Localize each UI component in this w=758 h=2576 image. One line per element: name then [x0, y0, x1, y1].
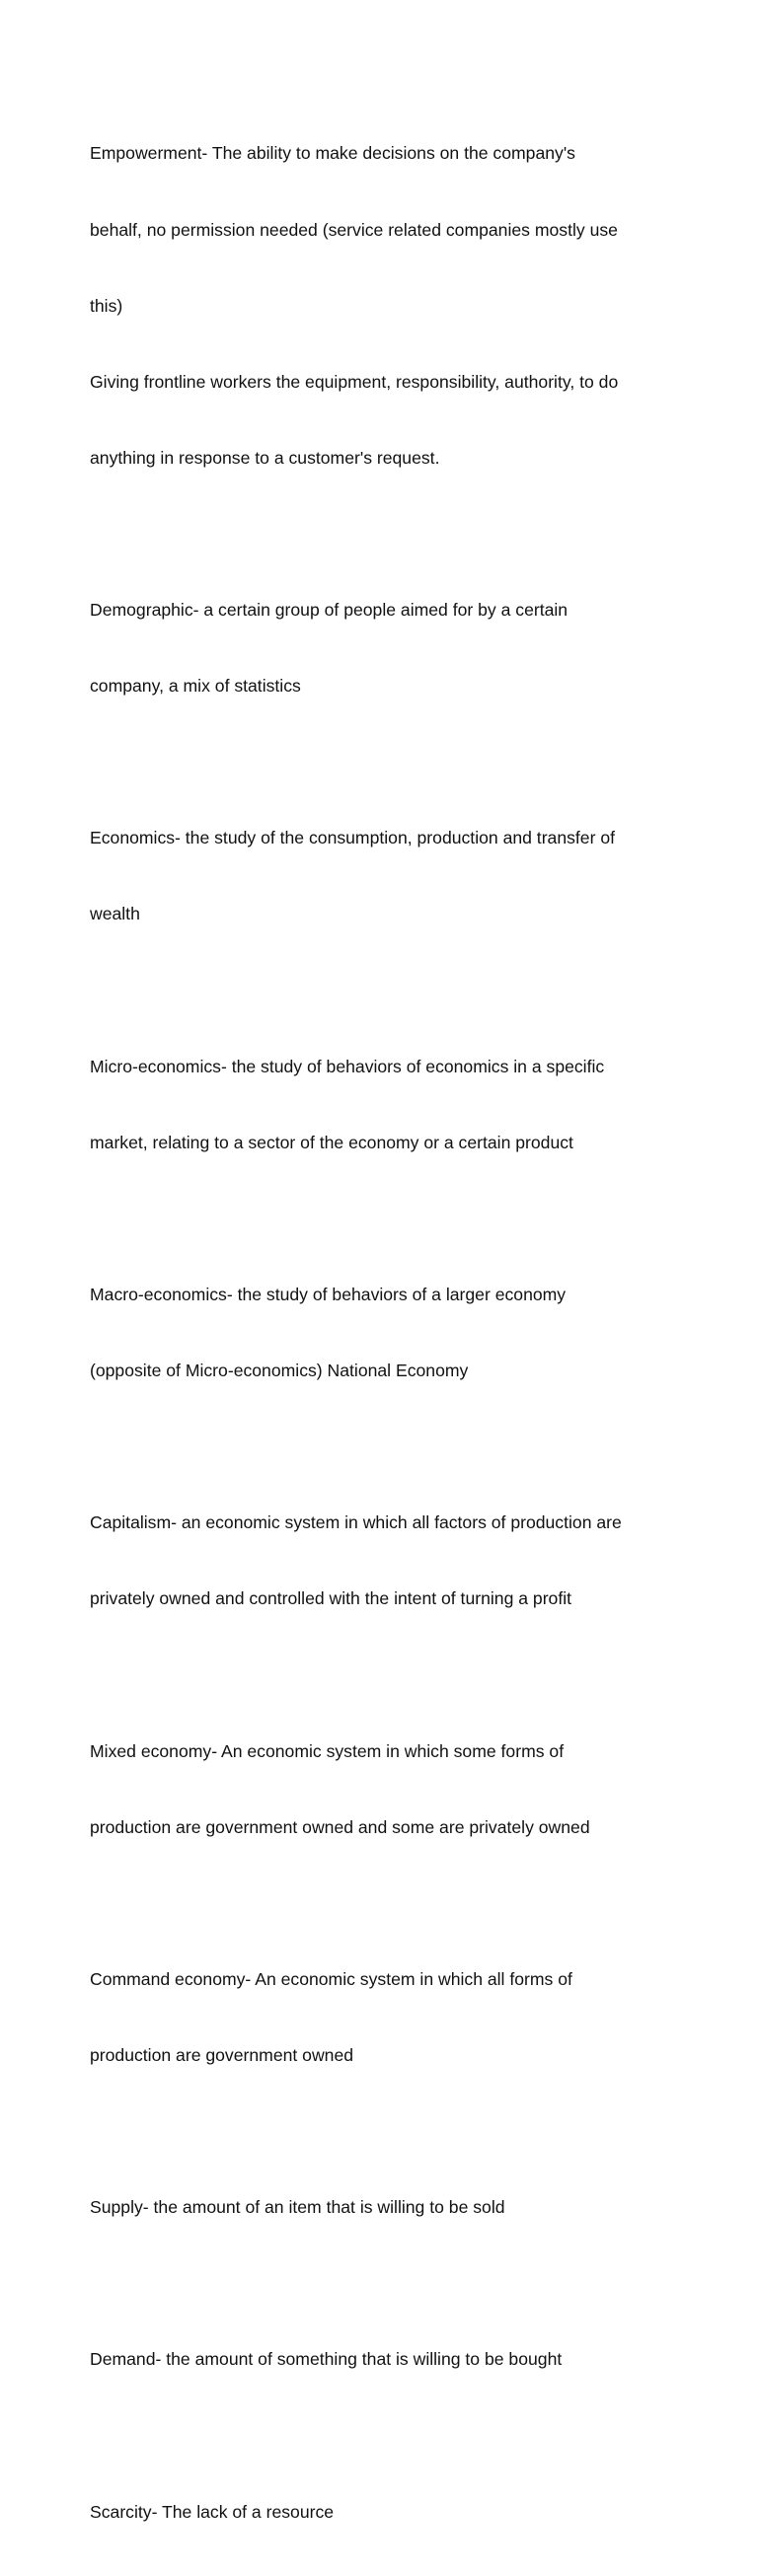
text-line: Macro-economics- the study of behaviors of a larger economy [90, 1284, 567, 1304]
paragraph-spacer [90, 750, 682, 775]
definition-demand [90, 2297, 682, 2424]
definition-capitalism [90, 1460, 682, 1663]
text-line: production are government owned and some are privately owned [90, 1816, 590, 1837]
paragraph-spacer [90, 979, 682, 1004]
text-line: behalf, no permission needed (service related companies mostly use [90, 219, 618, 240]
paragraph-spacer [90, 2119, 682, 2145]
definition-empowerment [90, 91, 682, 522]
paragraph-spacer [90, 1891, 682, 1917]
definition-macro-economics [90, 1232, 682, 1435]
text-line: Scarcity- The lack of a resource [90, 2501, 335, 2522]
paragraph-spacer [90, 1663, 682, 1689]
definition-micro-economics [90, 1003, 682, 1207]
text-line: Capitalism- an economic system in which all factors of production are [90, 1512, 622, 1533]
paragraph-spacer [90, 1207, 682, 1232]
text-line: Giving frontline workers the equipment, responsibility, authority, to do [90, 371, 619, 392]
text-line: anything in response to a customer's request. [90, 447, 440, 468]
document-page [90, 91, 682, 2576]
text-line: Demand- the amount of something that is willing to be bought [90, 2349, 563, 2370]
text-line: Empowerment- The ability to make decisions on the company's [90, 143, 575, 164]
text-line: Micro-economics- the study of behaviors of economics in a specific [90, 1056, 605, 1076]
definition-economics [90, 775, 682, 979]
paragraph-spacer [90, 2424, 682, 2450]
definition-supply [90, 2145, 682, 2272]
paragraph-spacer [90, 522, 682, 548]
text-line: (opposite of Micro-economics) National Economy [90, 1361, 469, 1381]
text-line: production are government owned [90, 2045, 354, 2066]
text-line: this) [90, 295, 123, 316]
definition-demographic [90, 548, 682, 751]
text-line: Mixed economy- An economic system in which some forms of [90, 1740, 565, 1761]
text-line: company, a mix of statistics [90, 676, 301, 697]
text-line: Economics- the study of the consumption, production and transfer of [90, 828, 616, 848]
definition-scarcity [90, 2449, 682, 2576]
paragraph-spacer [90, 1435, 682, 1460]
text-line: Supply- the amount of an item that is willing to be sold [90, 2197, 505, 2218]
text-line: Command economy- An economic system in which all forms of [90, 1968, 572, 1989]
text-line: privately owned and controlled with the intent of turning a profit [90, 1588, 572, 1609]
text-line: wealth [90, 904, 140, 924]
definition-command-economy [90, 1917, 682, 2120]
text-line: Demographic- a certain group of people aimed for by a certain [90, 600, 568, 621]
definition-mixed-economy [90, 1688, 682, 1891]
text-line: market, relating to a sector of the economy or a certain product [90, 1132, 573, 1152]
paragraph-spacer [90, 2271, 682, 2297]
